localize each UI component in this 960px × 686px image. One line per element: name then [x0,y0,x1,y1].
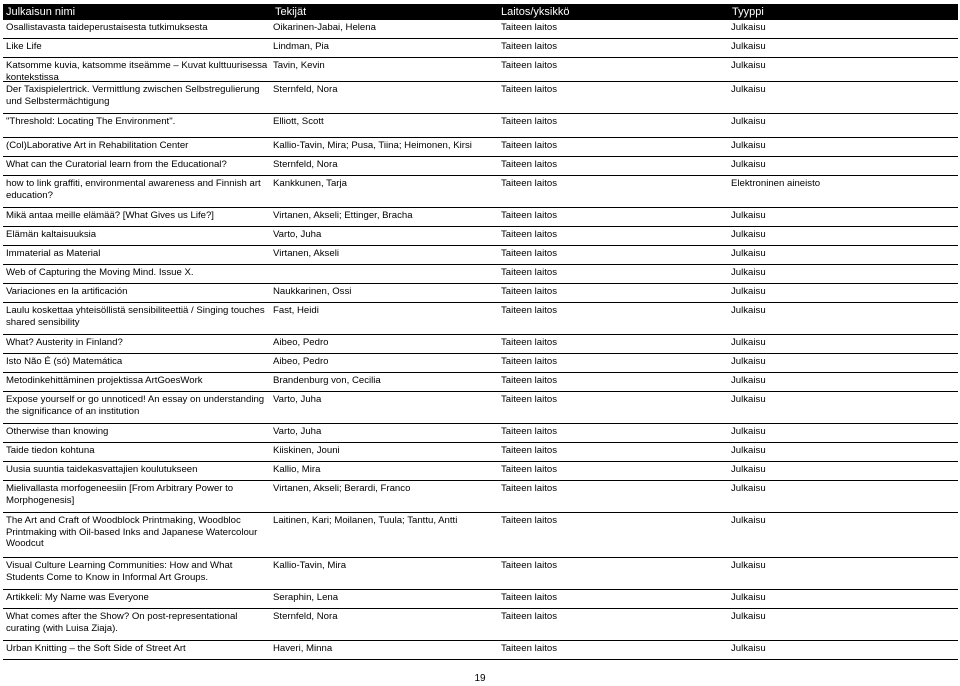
cell-type: Julkaisu [731,611,766,622]
cell-authors: Sternfeld, Nora [273,159,338,170]
cell-department: Taiteen laitos [501,643,557,654]
table-row [3,462,958,481]
table-row [3,443,958,462]
cell-type: Julkaisu [731,445,766,456]
cell-department: Taiteen laitos [501,375,557,386]
table-row [3,558,958,590]
table-row [3,208,958,227]
table-row [3,354,958,373]
cell-authors: Varto, Juha [273,426,322,437]
cell-authors: Kiiskinen, Jouni [273,445,340,456]
cell-title: What comes after the Show? On post-representational curating (with Luisa Ziaja). [6,611,238,634]
cell-type: Julkaisu [731,41,766,52]
cell-department: Taiteen laitos [501,337,557,348]
cell-authors: Tavin, Kevin [273,60,325,71]
cell-type: Julkaisu [731,140,766,151]
cell-department: Taiteen laitos [501,84,557,95]
cell-type: Julkaisu [731,356,766,367]
cell-department: Taiteen laitos [501,394,557,405]
cell-authors: Oikarinen-Jabai, Helena [273,22,376,33]
cell-title: Osallistavasta taideperustaisesta tutkimuksesta [6,22,208,33]
cell-type: Julkaisu [731,560,766,571]
publications-table [3,4,958,660]
cell-authors: Varto, Juha [273,229,322,240]
table-row [3,114,958,138]
cell-department: Taiteen laitos [501,592,557,603]
table-row [3,138,958,157]
cell-department: Taiteen laitos [501,267,557,278]
cell-department: Taiteen laitos [501,248,557,259]
cell-title: Otherwise than knowing [6,426,109,437]
cell-type: Julkaisu [731,464,766,475]
cell-authors: Elliott, Scott [273,116,324,127]
cell-department: Taiteen laitos [501,159,557,170]
cell-type: Julkaisu [731,116,766,127]
cell-title: Mikä antaa meille elämää? [What Gives us Life?] [6,210,214,221]
table-row [3,424,958,443]
cell-authors: Haveri, Minna [273,643,333,654]
table-row [3,246,958,265]
cell-authors: Virtanen, Akseli; Berardi, Franco [273,483,411,494]
cell-type: Julkaisu [731,305,766,316]
cell-department: Taiteen laitos [501,286,557,297]
cell-authors: Brandenburg von, Cecilia [273,375,381,386]
cell-title: Web of Capturing the Moving Mind. Issue X. [6,267,194,278]
cell-authors: Sternfeld, Nora [273,84,338,95]
table-row [3,481,958,513]
cell-authors: Kallio-Tavin, Mira [273,560,347,571]
cell-department: Taiteen laitos [501,611,557,622]
cell-department: Taiteen laitos [501,483,557,494]
cell-authors: Sternfeld, Nora [273,611,338,622]
cell-department: Taiteen laitos [501,60,557,71]
cell-authors: Lindman, Pia [273,41,329,52]
header-authors: Tekijät [275,6,307,18]
cell-title: "Threshold: Locating The Environment". [6,116,176,127]
table-row [3,227,958,246]
table-row [3,20,958,39]
cell-title: Mielivallasta morfogeneesiin [From Arbitrary Power to Morphogenesis] [6,483,234,506]
cell-title: Visual Culture Learning Communities: How and What Students Come to Know in Informal Art Groups. [6,560,233,583]
cell-title: Isto Não É (só) Matemática [6,356,123,367]
table-row [3,82,958,114]
cell-department: Taiteen laitos [501,210,557,221]
table-row [3,284,958,303]
cell-type: Julkaisu [731,60,766,71]
table-row [3,176,958,208]
cell-title: Expose yourself or go unnoticed! An essay on understanding the significance of an institution [6,394,265,417]
cell-type: Julkaisu [731,426,766,437]
table-row [3,513,958,558]
cell-title: Uusia suuntia taidekasvattajien koulutukseen [6,464,198,475]
cell-authors: Kallio-Tavin, Mira; Pusa, Tiina; Heimonen, Kirsi [273,140,472,151]
cell-type: Julkaisu [731,267,766,278]
cell-authors: Laitinen, Kari; Moilanen, Tuula; Tanttu, Antti [273,515,458,526]
table-header [3,4,958,20]
cell-type: Julkaisu [731,248,766,259]
cell-title: Urban Knitting – the Soft Side of Street Art [6,643,186,654]
cell-title: The Art and Craft of Woodblock Printmaking, Woodbloc Printmaking with Oil-based Inks and Japanese Watercolour Woodcut [6,515,258,549]
cell-type: Julkaisu [731,159,766,170]
cell-type: Julkaisu [731,210,766,221]
table-row [3,265,958,284]
cell-title: Der Taxispielertrick. Vermittlung zwischen Selbstregulierung und Selbstermächtigung [6,84,260,107]
cell-type: Julkaisu [731,286,766,297]
cell-type: Julkaisu [731,22,766,33]
cell-authors: Seraphin, Lena [273,592,339,603]
cell-type: Julkaisu [731,84,766,95]
cell-department: Taiteen laitos [501,22,557,33]
cell-type: Julkaisu [731,394,766,405]
cell-title: Elämän kaltaisuuksia [6,229,97,240]
table-row [3,39,958,58]
cell-title: Metodinkehittäminen projektissa ArtGoesWork [6,375,203,386]
cell-department: Taiteen laitos [501,445,557,456]
cell-department: Taiteen laitos [501,116,557,127]
cell-department: Taiteen laitos [501,560,557,571]
table-body [3,20,958,660]
cell-department: Taiteen laitos [501,426,557,437]
table-row [3,641,958,660]
cell-type: Julkaisu [731,643,766,654]
cell-authors: Fast, Heidi [273,305,319,316]
table-row [3,609,958,641]
cell-department: Taiteen laitos [501,464,557,475]
cell-department: Taiteen laitos [501,515,557,526]
cell-title: (Col)Laborative Art in Rehabilitation Center [6,140,189,151]
cell-authors: Kallio, Mira [273,464,321,475]
cell-authors: Aibeo, Pedro [273,337,329,348]
table-row [3,392,958,424]
cell-type: Julkaisu [731,229,766,240]
cell-title: Laulu koskettaa yhteisöllistä sensibiliteettiä / Singing touches shared sensibility [6,305,265,328]
cell-type: Elektroninen aineisto [731,178,821,189]
cell-title: Like Life [6,41,42,52]
table-row [3,303,958,335]
cell-type: Julkaisu [731,337,766,348]
cell-authors: Kankkunen, Tarja [273,178,347,189]
cell-authors: Varto, Juha [273,394,322,405]
table-row [3,157,958,176]
header-type: Tyyppi [732,6,764,18]
cell-title: how to link graffiti, environmental awareness and Finnish art education? [6,178,261,201]
cell-department: Taiteen laitos [501,140,557,151]
cell-type: Julkaisu [731,483,766,494]
cell-title: Immaterial as Material [6,248,101,259]
table-row [3,373,958,392]
table-row [3,58,958,82]
cell-department: Taiteen laitos [501,305,557,316]
cell-department: Taiteen laitos [501,178,557,189]
cell-department: Taiteen laitos [501,356,557,367]
cell-type: Julkaisu [731,592,766,603]
cell-title: Variaciones en la artificación [6,286,128,297]
cell-department: Taiteen laitos [501,229,557,240]
header-title: Julkaisun nimi [6,6,76,18]
cell-title: What can the Curatorial learn from the Educational? [6,159,227,170]
cell-title: What? Austerity in Finland? [6,337,123,348]
cell-title: Taide tiedon kohtuna [6,445,95,456]
table-row [3,335,958,354]
table-row [3,590,958,609]
cell-type: Julkaisu [731,375,766,386]
cell-authors: Aibeo, Pedro [273,356,329,367]
cell-authors: Virtanen, Akseli; Ettinger, Bracha [273,210,413,221]
cell-title: Katsomme kuvia, katsomme itseämme – Kuvat kulttuurisessa kontekstissa [6,60,268,83]
page-number: 19 [474,673,486,684]
cell-type: Julkaisu [731,515,766,526]
header-department: Laitos/yksikkö [501,6,570,18]
cell-authors: Naukkarinen, Ossi [273,286,352,297]
cell-department: Taiteen laitos [501,41,557,52]
cell-authors: Virtanen, Akseli [273,248,339,259]
cell-title: Artikkeli: My Name was Everyone [6,592,149,603]
